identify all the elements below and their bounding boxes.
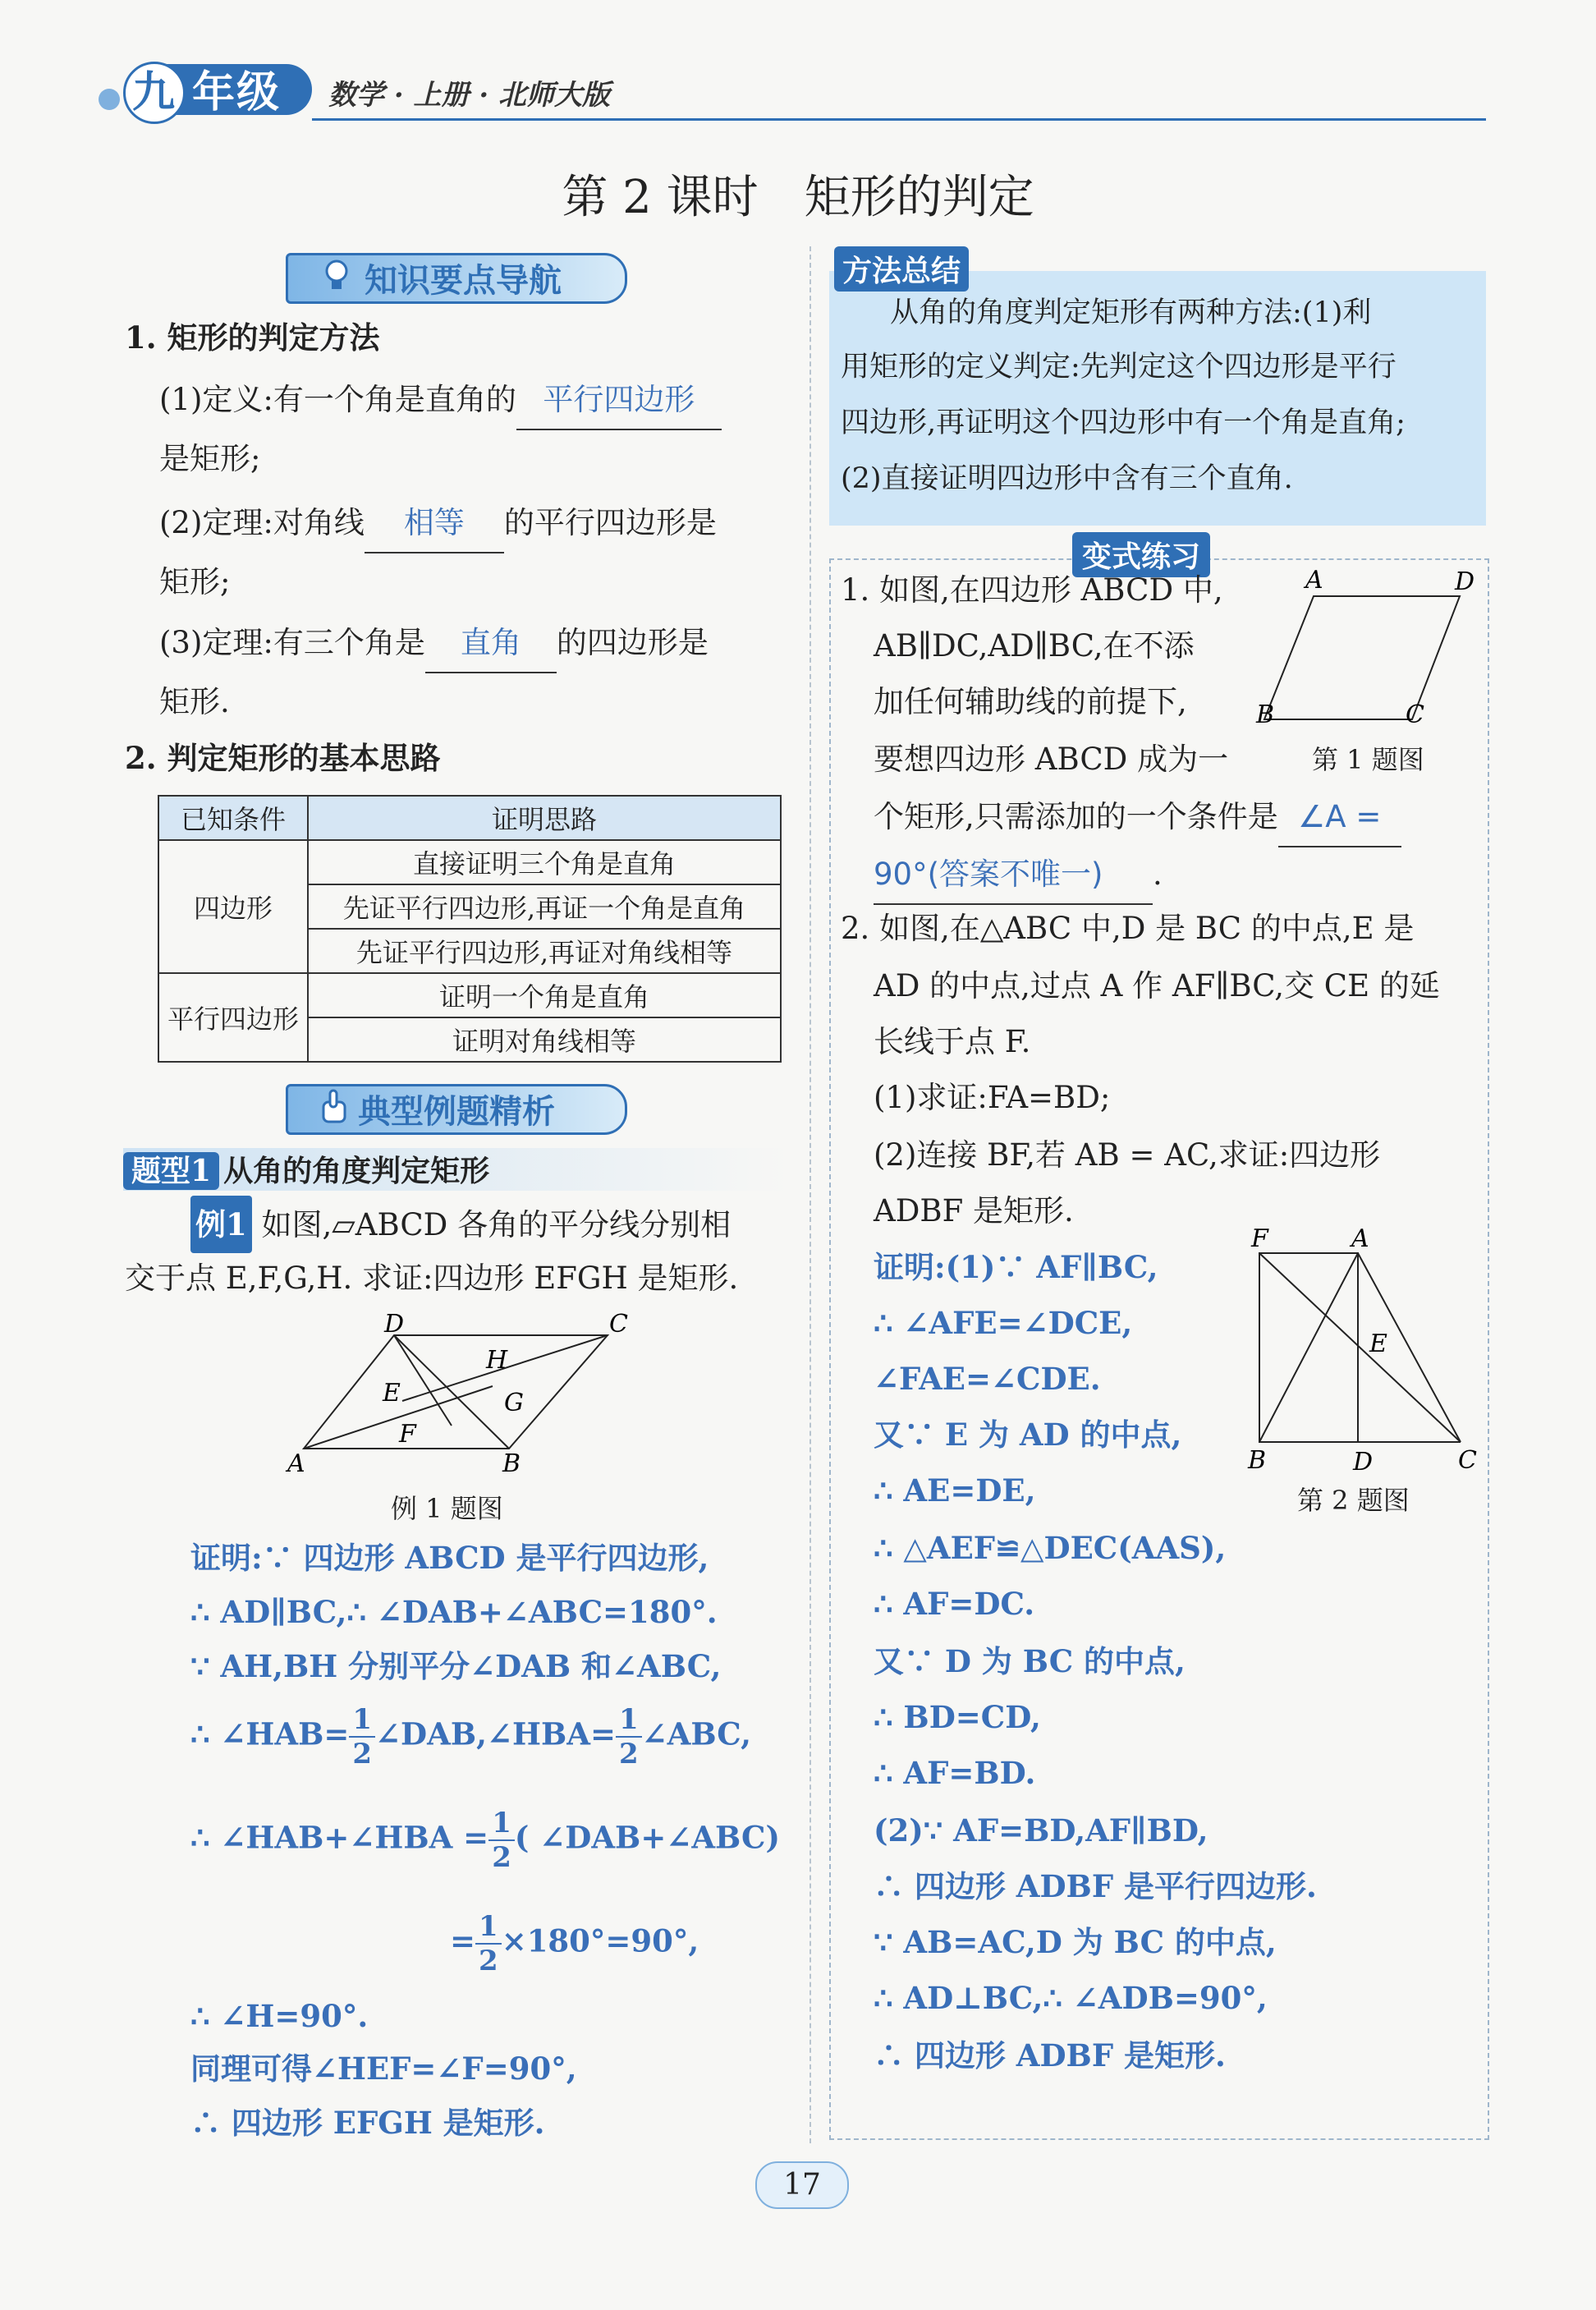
- solution-line: ∵ AB=AC,D 为 BC 的中点,: [874, 1924, 1277, 1960]
- proof-text: ∴ ∠HAB+∠HBA =: [190, 1819, 489, 1856]
- approach-heading: 2. 判定矩形的基本思路: [125, 740, 441, 776]
- fig-label-d: D: [384, 1311, 405, 1339]
- solution-line: 又∵ E 为 AD 的中点,: [874, 1417, 1182, 1453]
- table-header-approach: 证明思路: [308, 796, 781, 840]
- header-dot-decoration: [99, 89, 120, 110]
- solution-line: ∴ BD=CD,: [874, 1699, 1041, 1735]
- fig-label-e: E: [383, 1379, 401, 1408]
- practice-tag: 变式练习: [1072, 532, 1210, 577]
- fig-label-a: A: [287, 1449, 305, 1478]
- example-question-text: 如图,▱ABCD 各角的平分线分别相: [261, 1207, 732, 1242]
- table-cell: 直接证明三个角是直角: [308, 840, 781, 884]
- fraction-denominator: 2: [479, 1945, 498, 1977]
- fig-label-e: E: [1369, 1330, 1387, 1358]
- proof-text: ×180°=90°,: [501, 1922, 699, 1959]
- table-header-condition: 已知条件: [158, 796, 308, 840]
- examples-banner-title: 典型例题精析: [358, 1092, 555, 1131]
- q1-answer-line: [874, 846, 1163, 905]
- rule-2-text: (2)定理:对角线: [159, 505, 365, 540]
- fraction-denominator: 2: [352, 1738, 373, 1770]
- page-title: 第 2 课时 矩形的判定: [562, 171, 1034, 224]
- method-line: 从角的角度判定矩形有两种方法:(1)利: [890, 296, 1372, 329]
- rule-2-answer: 相等: [365, 494, 504, 553]
- proof-line-half-angles: [190, 1703, 751, 1770]
- table-cell: 证明对角线相等: [308, 1017, 781, 1062]
- fig-label-a: A: [1305, 566, 1323, 595]
- q2-line: (2)连接 BF,若 AB = AC,求证:四边形: [874, 1137, 1381, 1173]
- segment-ab: [1259, 1253, 1358, 1442]
- example-question-line2: 交于点 E,F,G,H. 求证:四边形 EFGH 是矩形.: [125, 1261, 739, 1296]
- proof-text: ∠ABC,: [641, 1715, 751, 1752]
- grade-text: 年级: [192, 67, 282, 117]
- example-figure-caption: 例 1 题图: [391, 1493, 503, 1524]
- proof-line: ∵ AH,BH 分别平分∠DAB 和∠ABC,: [190, 1648, 722, 1684]
- rule-3-text-b: 的四边形是: [556, 625, 709, 660]
- proof-text: ∴ ∠HAB=: [190, 1715, 350, 1752]
- grade-number: 九: [123, 62, 186, 124]
- table-row: [158, 973, 781, 1017]
- q2-figure: [1243, 1228, 1489, 1483]
- fig-label-a: A: [1351, 1228, 1369, 1253]
- fraction: [475, 1910, 502, 1977]
- proof-text: ( ∠DAB+∠ABC): [514, 1819, 780, 1856]
- solution-line: ∴ AD⊥BC,∴ ∠ADB=90°,: [874, 1980, 1268, 2016]
- q2-line: AD 的中点,过点 A 作 AF∥BC,交 CE 的延: [874, 968, 1440, 1003]
- proof-line: ∴ 四边形 EFGH 是矩形.: [190, 2105, 545, 2141]
- q1-answer-part2: 90°(答案不唯一): [874, 846, 1153, 905]
- method-line: 四边形,再证明这个四边形中有一个角是直角;: [841, 406, 1406, 439]
- q1-answer-part1: ∠A =: [1278, 788, 1401, 847]
- table-cell: 先证平行四边形,再证一个角是直角: [308, 884, 781, 929]
- table-row: [158, 840, 781, 884]
- q2-line: ADBF 是矩形.: [874, 1193, 1074, 1228]
- column-divider: [809, 246, 811, 2143]
- q1-figure-caption: 第 1 题图: [1312, 744, 1424, 775]
- approach-table: [158, 795, 782, 1063]
- fraction-numerator: 1: [475, 1910, 502, 1945]
- method-line: (2)直接证明四边形中含有三个直角.: [841, 462, 1293, 495]
- solution-line: 证明:(1)∵ AF∥BC,: [874, 1249, 1158, 1285]
- fig-label-b: B: [502, 1449, 521, 1478]
- q1-line: 加任何辅助线的前提下,: [874, 684, 1187, 719]
- fig-label-c: C: [1406, 700, 1424, 729]
- q1-end-mark: .: [1153, 856, 1163, 892]
- rule-3-answer: 直角: [425, 614, 557, 673]
- bisector-df: [394, 1335, 452, 1426]
- table-cell-quadrilateral: 四边形: [158, 840, 308, 973]
- parallelogram-abcd: [304, 1335, 608, 1449]
- proof-line: ∴ ∠H=90°.: [190, 1998, 369, 2034]
- proof-line-sum: [190, 1807, 780, 1874]
- rule-3-text: (3)定理:有三个角是: [159, 625, 425, 660]
- solution-line: ∴ AF=DC.: [874, 1586, 1035, 1622]
- fig-label-c: C: [609, 1311, 628, 1339]
- solution-line: ∴ AF=BD.: [874, 1755, 1036, 1791]
- table-cell: 证明一个角是直角: [308, 973, 781, 1017]
- rule-3-end: 矩形.: [159, 684, 230, 719]
- fig-label-h: H: [486, 1346, 508, 1375]
- fraction: [488, 1807, 515, 1874]
- q1-line: 要想四边形 ABCD 成为一: [874, 742, 1229, 777]
- pointing-hand-icon: [319, 1089, 351, 1128]
- solution-line: ∴ 四边形 ADBF 是矩形.: [874, 2037, 1226, 2073]
- parallelogram-abcd: [1264, 596, 1460, 719]
- q1-line: AB∥DC,AD∥BC,在不添: [874, 628, 1195, 664]
- fraction-numerator: 1: [488, 1807, 515, 1841]
- rule-3-line: [159, 614, 709, 673]
- method-summary-tag: 方法总结: [834, 246, 969, 292]
- fraction-denominator: 2: [618, 1738, 639, 1770]
- proof-line: 同理可得∠HEF=∠F=90°,: [190, 2051, 577, 2087]
- solution-line: ∴ 四边形 ADBF 是平行四边形.: [874, 1868, 1317, 1904]
- q1-text: 个矩形,只需添加的一个条件是: [874, 799, 1278, 834]
- q2-line: 2. 如图,在△ABC 中,D 是 BC 的中点,E 是: [841, 911, 1415, 946]
- table-header-row: [158, 796, 781, 840]
- fraction: [616, 1703, 642, 1770]
- method-heading: 1. 矩形的判定方法: [125, 319, 380, 356]
- proof-text: ∠DAB,∠HBA=: [375, 1715, 616, 1752]
- fraction: [349, 1703, 375, 1770]
- q1-line: 1. 如图,在四边形 ABCD 中,: [841, 572, 1223, 608]
- rule-1-answer: 平行四边形: [516, 371, 722, 430]
- q2-line: 长线于点 F.: [874, 1024, 1031, 1059]
- rule-2-line: [159, 494, 717, 553]
- example-figure: [279, 1311, 640, 1483]
- fraction-numerator: 1: [349, 1703, 375, 1738]
- proof-line: ∴ AD∥BC,∴ ∠DAB+∠ABC=180°.: [190, 1594, 718, 1630]
- knowledge-banner-title: 知识要点导航: [365, 261, 562, 300]
- fig-label-g: G: [504, 1389, 524, 1417]
- q2-figure-caption: 第 2 题图: [1297, 1485, 1410, 1516]
- solution-line: ∠FAE=∠CDE.: [874, 1361, 1101, 1397]
- example-tag: 例1: [190, 1196, 252, 1253]
- proof-text: =: [450, 1922, 476, 1959]
- type-tag: 题型1: [123, 1152, 219, 1190]
- q1-figure: [1248, 563, 1486, 736]
- q2-line: (1)求证:FA=BD;: [874, 1080, 1111, 1115]
- proof-line-result: [450, 1910, 699, 1977]
- rule-2-text-b: 的平行四边形是: [503, 505, 717, 540]
- solution-line: ∴ △AEF≌△DEC(AAS),: [874, 1530, 1227, 1566]
- q1-line-with-blank: [874, 788, 1401, 847]
- segment-fc: [1259, 1253, 1461, 1442]
- solution-line: ∴ ∠AFE=∠DCE,: [874, 1305, 1133, 1341]
- fig-label-f: F: [1251, 1228, 1268, 1253]
- fig-label-c: C: [1458, 1446, 1477, 1475]
- fraction-numerator: 1: [616, 1703, 642, 1738]
- rule-1-text: (1)定义:有一个角是直角的: [159, 382, 516, 417]
- table-cell-parallelogram: 平行四边形: [158, 973, 308, 1062]
- fig-label-b: B: [1248, 1446, 1267, 1475]
- fig-label-f: F: [399, 1420, 416, 1449]
- method-line: 用矩形的定义判定:先判定这个四边形是平行: [841, 351, 1396, 383]
- solution-line: ∴ AE=DE,: [874, 1472, 1036, 1509]
- grade-label: [123, 57, 281, 124]
- proof-line: 证明:∵ 四边形 ABCD 是平行四边形,: [190, 1540, 709, 1576]
- type-heading: [123, 1148, 489, 1190]
- table-cell: 先证平行四边形,再证对角线相等: [308, 929, 781, 973]
- solution-line: 又∵ D 为 BC 的中点,: [874, 1643, 1186, 1679]
- solution-line: (2)∵ AF=BD,AF∥BD,: [874, 1812, 1208, 1848]
- fig-label-d: D: [1353, 1448, 1374, 1476]
- fig-label-b: B: [1256, 700, 1275, 729]
- fraction-denominator: 2: [492, 1841, 511, 1874]
- type-title: 从角的角度判定矩形: [223, 1154, 490, 1188]
- rule-2-end: 矩形;: [159, 564, 231, 599]
- rule-1-line: [159, 371, 722, 430]
- example-question-line1: [190, 1196, 731, 1254]
- page-number: 17: [755, 2161, 849, 2209]
- book-subtitle: 数学 · 上册 · 北师大版: [328, 79, 611, 112]
- lightbulb-icon: [320, 258, 353, 297]
- header-rule: [312, 118, 1486, 121]
- fig-label-d: D: [1455, 567, 1475, 596]
- rule-1-end: 是矩形;: [159, 441, 261, 476]
